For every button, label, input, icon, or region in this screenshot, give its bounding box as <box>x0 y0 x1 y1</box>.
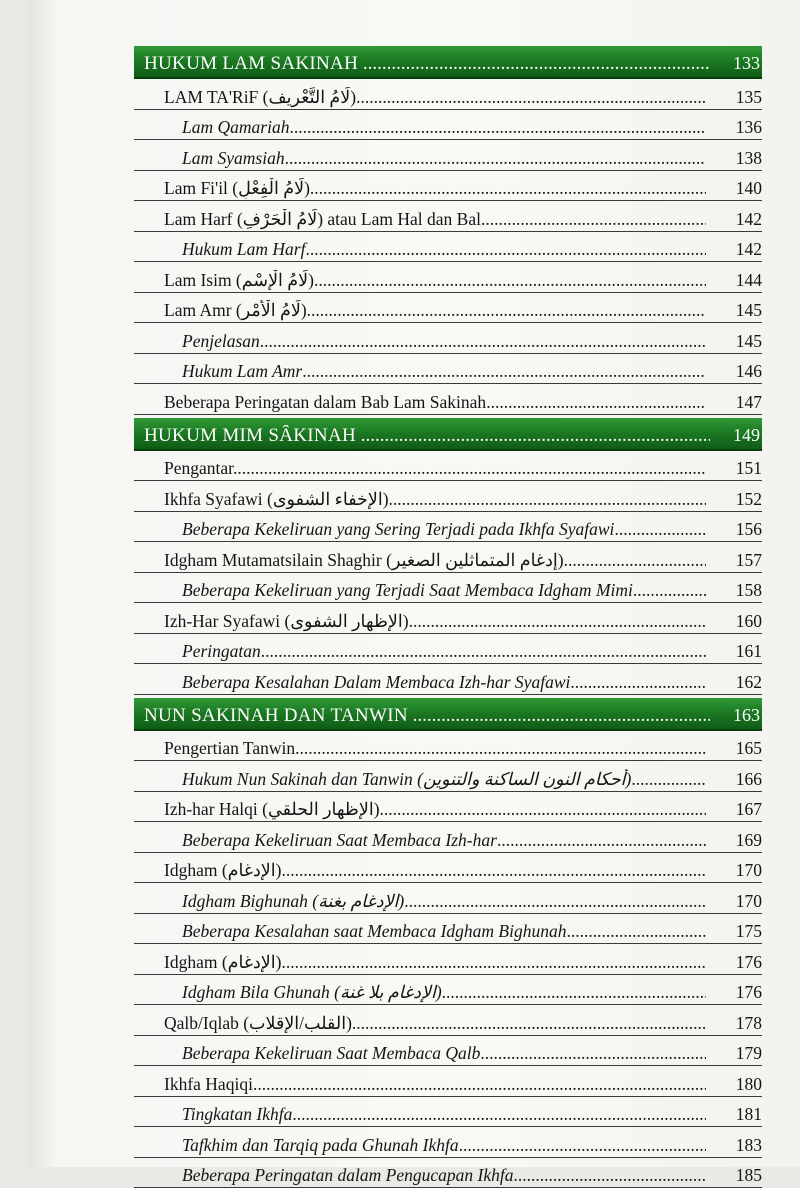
toc-entry-label: Idgham Bighunah (الإدغام بغنة) ..... <box>182 891 706 912</box>
toc-entry-label: Beberapa Kesalahan Dalam Membaca Izh-har Syafawi ..... <box>182 672 706 693</box>
toc-entry-label: Lam Harf (لَامُ الْحَرْفِ) atau Lam Hal dan Bal ..... <box>164 209 706 230</box>
toc-entry-page: 146 <box>736 361 762 382</box>
toc-entry-page: 165 <box>736 738 762 759</box>
toc-entry <box>134 232 762 263</box>
toc-entry <box>134 853 762 884</box>
toc-entry <box>134 481 762 512</box>
toc-entry-label: Qalb/Iqlab (القلب/الإقلاب) ..... <box>164 1013 706 1034</box>
toc-entry <box>134 634 762 665</box>
toc-entry-label: Izh-Har Syafawi (الإظهار الشفوى) ..... <box>164 611 706 632</box>
toc-entry-label: Lam Isim (لَامُ الْإِسْمِ) ..... <box>164 270 706 291</box>
toc-entry <box>134 512 762 543</box>
toc-entry <box>134 914 762 945</box>
toc-entry-page: 179 <box>736 1043 762 1064</box>
toc-entry-page: 175 <box>736 921 762 942</box>
toc-entry <box>134 1127 762 1158</box>
toc-entry <box>134 542 762 573</box>
toc-entry-label: Idgham (الإدغام) ..... <box>164 952 706 973</box>
toc-entry <box>134 79 762 110</box>
toc-entry-page: 169 <box>736 830 762 851</box>
toc-entry <box>134 451 762 482</box>
toc-entry <box>134 384 762 415</box>
toc-entry <box>134 1005 762 1036</box>
toc-entry-label: Pengertian Tanwin ..... <box>164 738 706 759</box>
toc-entry-label: Hukum Lam Amr ..... <box>182 361 706 382</box>
toc-entry-page: 166 <box>736 769 762 790</box>
book-page <box>28 0 800 1167</box>
toc-entry <box>134 975 762 1006</box>
toc-entry-page: 157 <box>736 550 762 571</box>
toc-entry-label: Ikhfa Haqiqi ..... <box>164 1074 706 1095</box>
toc-entry-label: Beberapa Kekeliruan Saat Membaca Izh-har ..... <box>182 830 706 851</box>
section-page-number: 149 <box>733 425 760 446</box>
toc-entry-label: Lam Amr (لَامُ الْأَمْرِ) ..... <box>164 300 706 321</box>
toc-entry <box>134 1066 762 1097</box>
toc-entry-label: Tafkhim dan Tarqiq pada Ghunah Ikhfa ..... <box>182 1135 706 1156</box>
toc-entry <box>134 603 762 634</box>
toc-entry-label: Beberapa Kesalahan saat Membaca Idgham Bighunah ..... <box>182 921 706 942</box>
toc-entry <box>134 664 762 695</box>
toc-entry-label: Idgham Mutamatsilain Shaghir (إدغام المتماثلين الصغير) ..... <box>164 550 706 571</box>
toc-entry-page: 160 <box>736 611 762 632</box>
section-title: HUKUM MIM SÂKINAH ..... <box>144 425 710 447</box>
toc-entry-page: 140 <box>736 178 762 199</box>
table-of-contents <box>134 46 762 1188</box>
toc-entry <box>134 140 762 171</box>
toc-entry-page: 170 <box>736 891 762 912</box>
section-header <box>134 698 762 731</box>
toc-entry-label: Peringatan ..... <box>182 641 706 662</box>
toc-entry-page: 162 <box>736 672 762 693</box>
toc-entry-page: 180 <box>736 1074 762 1095</box>
toc-entry-page: 181 <box>736 1104 762 1125</box>
toc-entry-label: Lam Fi'il (لَامُ الْفِعْلِ) ..... <box>164 178 706 199</box>
toc-entry-page: 135 <box>736 87 762 108</box>
toc-entry <box>134 792 762 823</box>
toc-entry-label: Hukum Lam Harf ..... <box>182 239 706 260</box>
toc-entry-page: 158 <box>736 580 762 601</box>
toc-entry <box>134 323 762 354</box>
toc-entry-page: 176 <box>736 982 762 1003</box>
toc-entry-label: Penjelasan ..... <box>182 331 706 352</box>
toc-entry-label: Lam Syamsiah ..... <box>182 148 706 169</box>
toc-entry-label: Lam Qamariah ..... <box>182 117 706 138</box>
toc-entry-page: 183 <box>736 1135 762 1156</box>
toc-entry <box>134 883 762 914</box>
section-title: HUKUM LAM SAKINAH ..... <box>144 53 710 75</box>
toc-entry-label: Ikhfa Syafawi (الإخفاء الشفوى) ..... <box>164 489 706 510</box>
toc-entry <box>134 573 762 604</box>
toc-entry-page: 161 <box>736 641 762 662</box>
toc-entry <box>134 1097 762 1128</box>
toc-entry-page: 142 <box>736 239 762 260</box>
toc-entry <box>134 171 762 202</box>
toc-entry-page: 170 <box>736 860 762 881</box>
toc-entry-page: 144 <box>736 270 762 291</box>
toc-entry <box>134 731 762 762</box>
section-page-number: 133 <box>733 53 760 74</box>
toc-entry-page: 185 <box>736 1165 762 1186</box>
toc-entry <box>134 201 762 232</box>
section-title: NUN SAKINAH DAN TANWIN ..... <box>144 705 710 727</box>
toc-entry <box>134 1036 762 1067</box>
toc-entry-page: 167 <box>736 799 762 820</box>
toc-entry-label: LAM TA'RiF (لَامُ التَّعْرِيف) ..... <box>164 87 706 108</box>
toc-entry-label: Beberapa Kekeliruan yang Sering Terjadi pada Ikhfa Syafawi ..... <box>182 519 706 540</box>
toc-entry-label: Idgham (الإدغام) ..... <box>164 860 706 881</box>
toc-entry-label: Beberapa Kekeliruan yang Terjadi Saat Membaca Idgham Mimi ..... <box>182 580 706 601</box>
toc-entry-page: 142 <box>736 209 762 230</box>
toc-entry-page: 178 <box>736 1013 762 1034</box>
toc-entry-page: 145 <box>736 331 762 352</box>
toc-entry-label: Pengantar ..... <box>164 458 706 479</box>
toc-entry <box>134 1158 762 1188</box>
toc-entry <box>134 822 762 853</box>
toc-entry <box>134 354 762 385</box>
section-header <box>134 418 762 451</box>
toc-entry-label: Tingkatan Ikhfa ..... <box>182 1104 706 1125</box>
section-page-number: 163 <box>733 705 760 726</box>
toc-entry-label: Hukum Nun Sakinah dan Tanwin (أحكام النون الساكنة والتنوين) ..... <box>182 769 706 790</box>
toc-entry <box>134 761 762 792</box>
toc-entry-label: Beberapa Kekeliruan Saat Membaca Qalb ..... <box>182 1043 706 1064</box>
toc-entry-page: 147 <box>736 392 762 413</box>
toc-entry <box>134 944 762 975</box>
toc-entry-page: 156 <box>736 519 762 540</box>
toc-entry <box>134 293 762 324</box>
toc-entry-label: Beberapa Peringatan dalam Bab Lam Sakinah ..... <box>164 392 706 413</box>
toc-entry-page: 138 <box>736 148 762 169</box>
toc-entry-label: Idgham Bila Ghunah (الإدغام بلا غنة) ..... <box>182 982 706 1003</box>
toc-entry-page: 145 <box>736 300 762 321</box>
toc-entry-page: 176 <box>736 952 762 973</box>
toc-entry-page: 151 <box>736 458 762 479</box>
toc-entry <box>134 110 762 141</box>
toc-entry-page: 152 <box>736 489 762 510</box>
toc-entry-page: 136 <box>736 117 762 138</box>
section-header <box>134 46 762 79</box>
toc-entry <box>134 262 762 293</box>
toc-entry-label: Beberapa Peringatan dalam Pengucapan Ikhfa ..... <box>182 1165 706 1186</box>
toc-entry-label: Izh-har Halqi (الإظهار الحلقي) ..... <box>164 799 706 820</box>
